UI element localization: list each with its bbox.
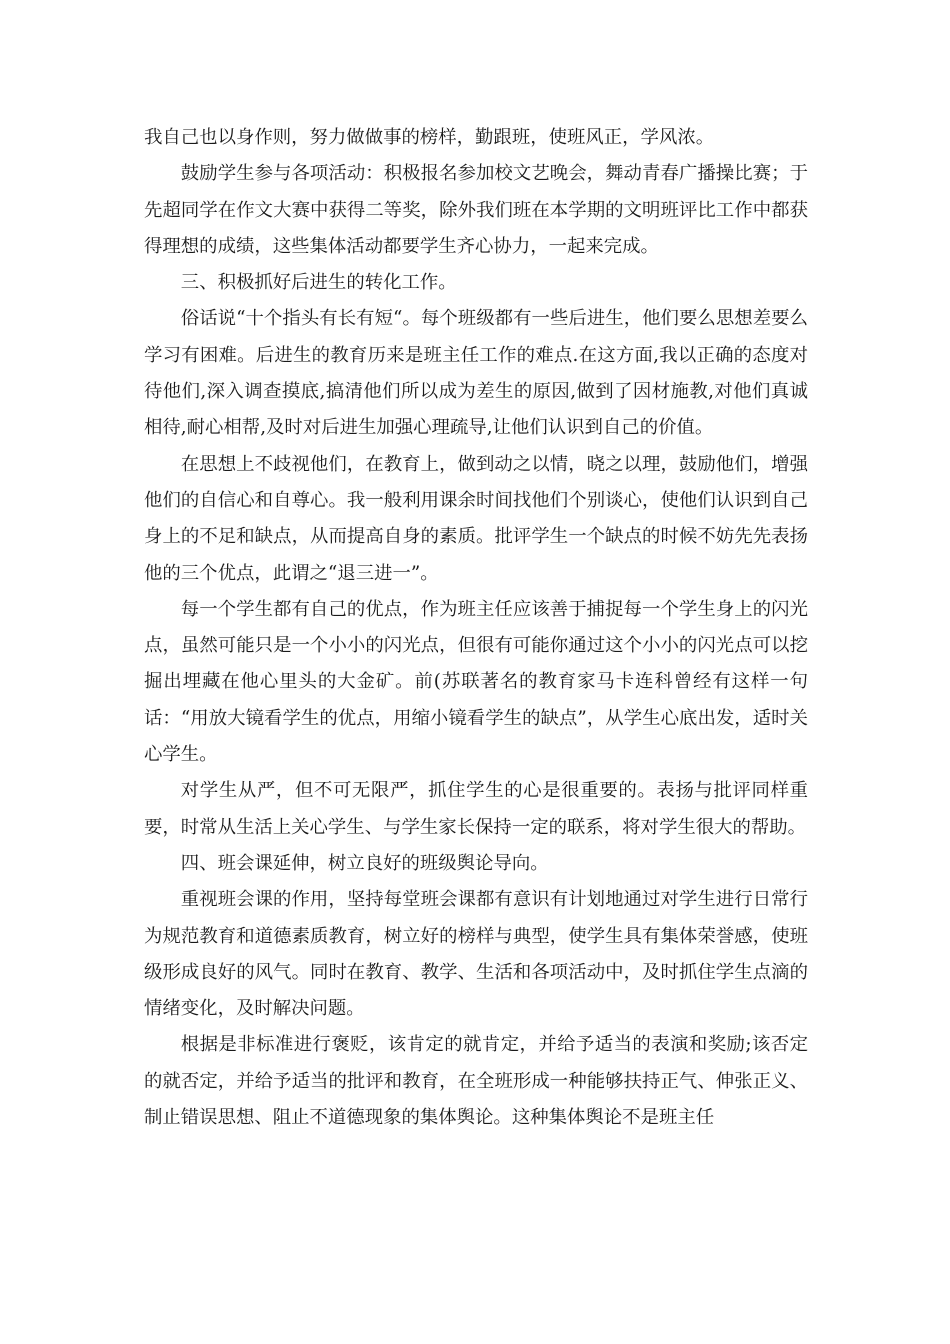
section-heading-4: 四、班会课延伸，树立良好的班级舆论导向。 xyxy=(180,852,549,874)
paragraph-4: 俗话说“十个指头有长有短“。每个班级都有一些后进生，他们要么思想差要么学习有困难。后进生的教育历来是班主任工作的难点.在这方面,我以正确的态度对待他们,深入调查摸底,搞清他们所以成为差生的原因,做到了因材施教,对他们真诚相待,耐心相帮,及时对后进生加强心理疏导,让他们认识到自己的价值。 xyxy=(144,308,808,439)
document-body xyxy=(144,120,808,1136)
paragraph-5: 在思想上不歧视他们，在教育上，做到动之以情，晓之以理，鼓励他们，增强他们的自信心和自尊心。我一般利用课余时间找他们个别谈心，使他们认识到自己身上的不足和缺点，从而提高自身的素质。批评学生一个缺点的时候不妨先先表扬他的三个优点，此谓之“退三进一”。 xyxy=(144,453,808,584)
paragraph-1: 我自己也以身作则，努力做做事的榜样，勤跟班，使班风正，学风浓。 xyxy=(144,127,715,148)
paragraph-10: 根据是非标准进行褒贬，该肯定的就肯定，并给予适当的表演和奖励;该否定的就否定，并给予适当的批评和教育，在全班形成一种能够扶持正气、伸张正义、制止错误思想、阻止不道德现象的集体舆论。这种集体舆论不是班主任 xyxy=(144,1034,808,1129)
paragraph-6: 每一个学生都有自己的优点，作为班主任应该善于捕捉每一个学生身上的闪光点，虽然可能只是一个小小的闪光点，但很有可能你通过这个小小的闪光点可以挖掘出埋藏在他心里头的大金矿。前(苏联著名的教育家马卡连科曾经有这样一句话：“用放大镜看学生的优点，用缩小镜看学生的缺点”，从学生心底出发，适时关心学生。 xyxy=(144,598,808,766)
paragraph-7: 对学生从严，但不可无限严，抓住学生的心是很重要的。表扬与批评同样重要，时常从生活上关心学生、与学生家长保持一定的联系，将对学生很大的帮助。 xyxy=(144,780,808,838)
section-heading-3: 三、积极抓好后进生的转化工作。 xyxy=(180,272,457,294)
paragraph-9: 重视班会课的作用，坚持每堂班会课都有意识有计划地通过对学生进行日常行为规范教育和道德素质教育，树立好的榜样与典型，使学生具有集体荣誉感，使班级形成良好的风气。同时在教育、教学、生活和各项活动中，及时抓住学生点滴的情绪变化，及时解决问题。 xyxy=(144,889,808,1020)
paragraph-2: 鼓励学生参与各项活动：积极报名参加校文艺晚会，舞动青春广播操比赛；于先超同学在作文大赛中获得二等奖，除外我们班在本学期的文明班评比工作中都获得理想的成绩，这些集体活动都要学生齐心协力，一起来完成。 xyxy=(144,163,808,257)
